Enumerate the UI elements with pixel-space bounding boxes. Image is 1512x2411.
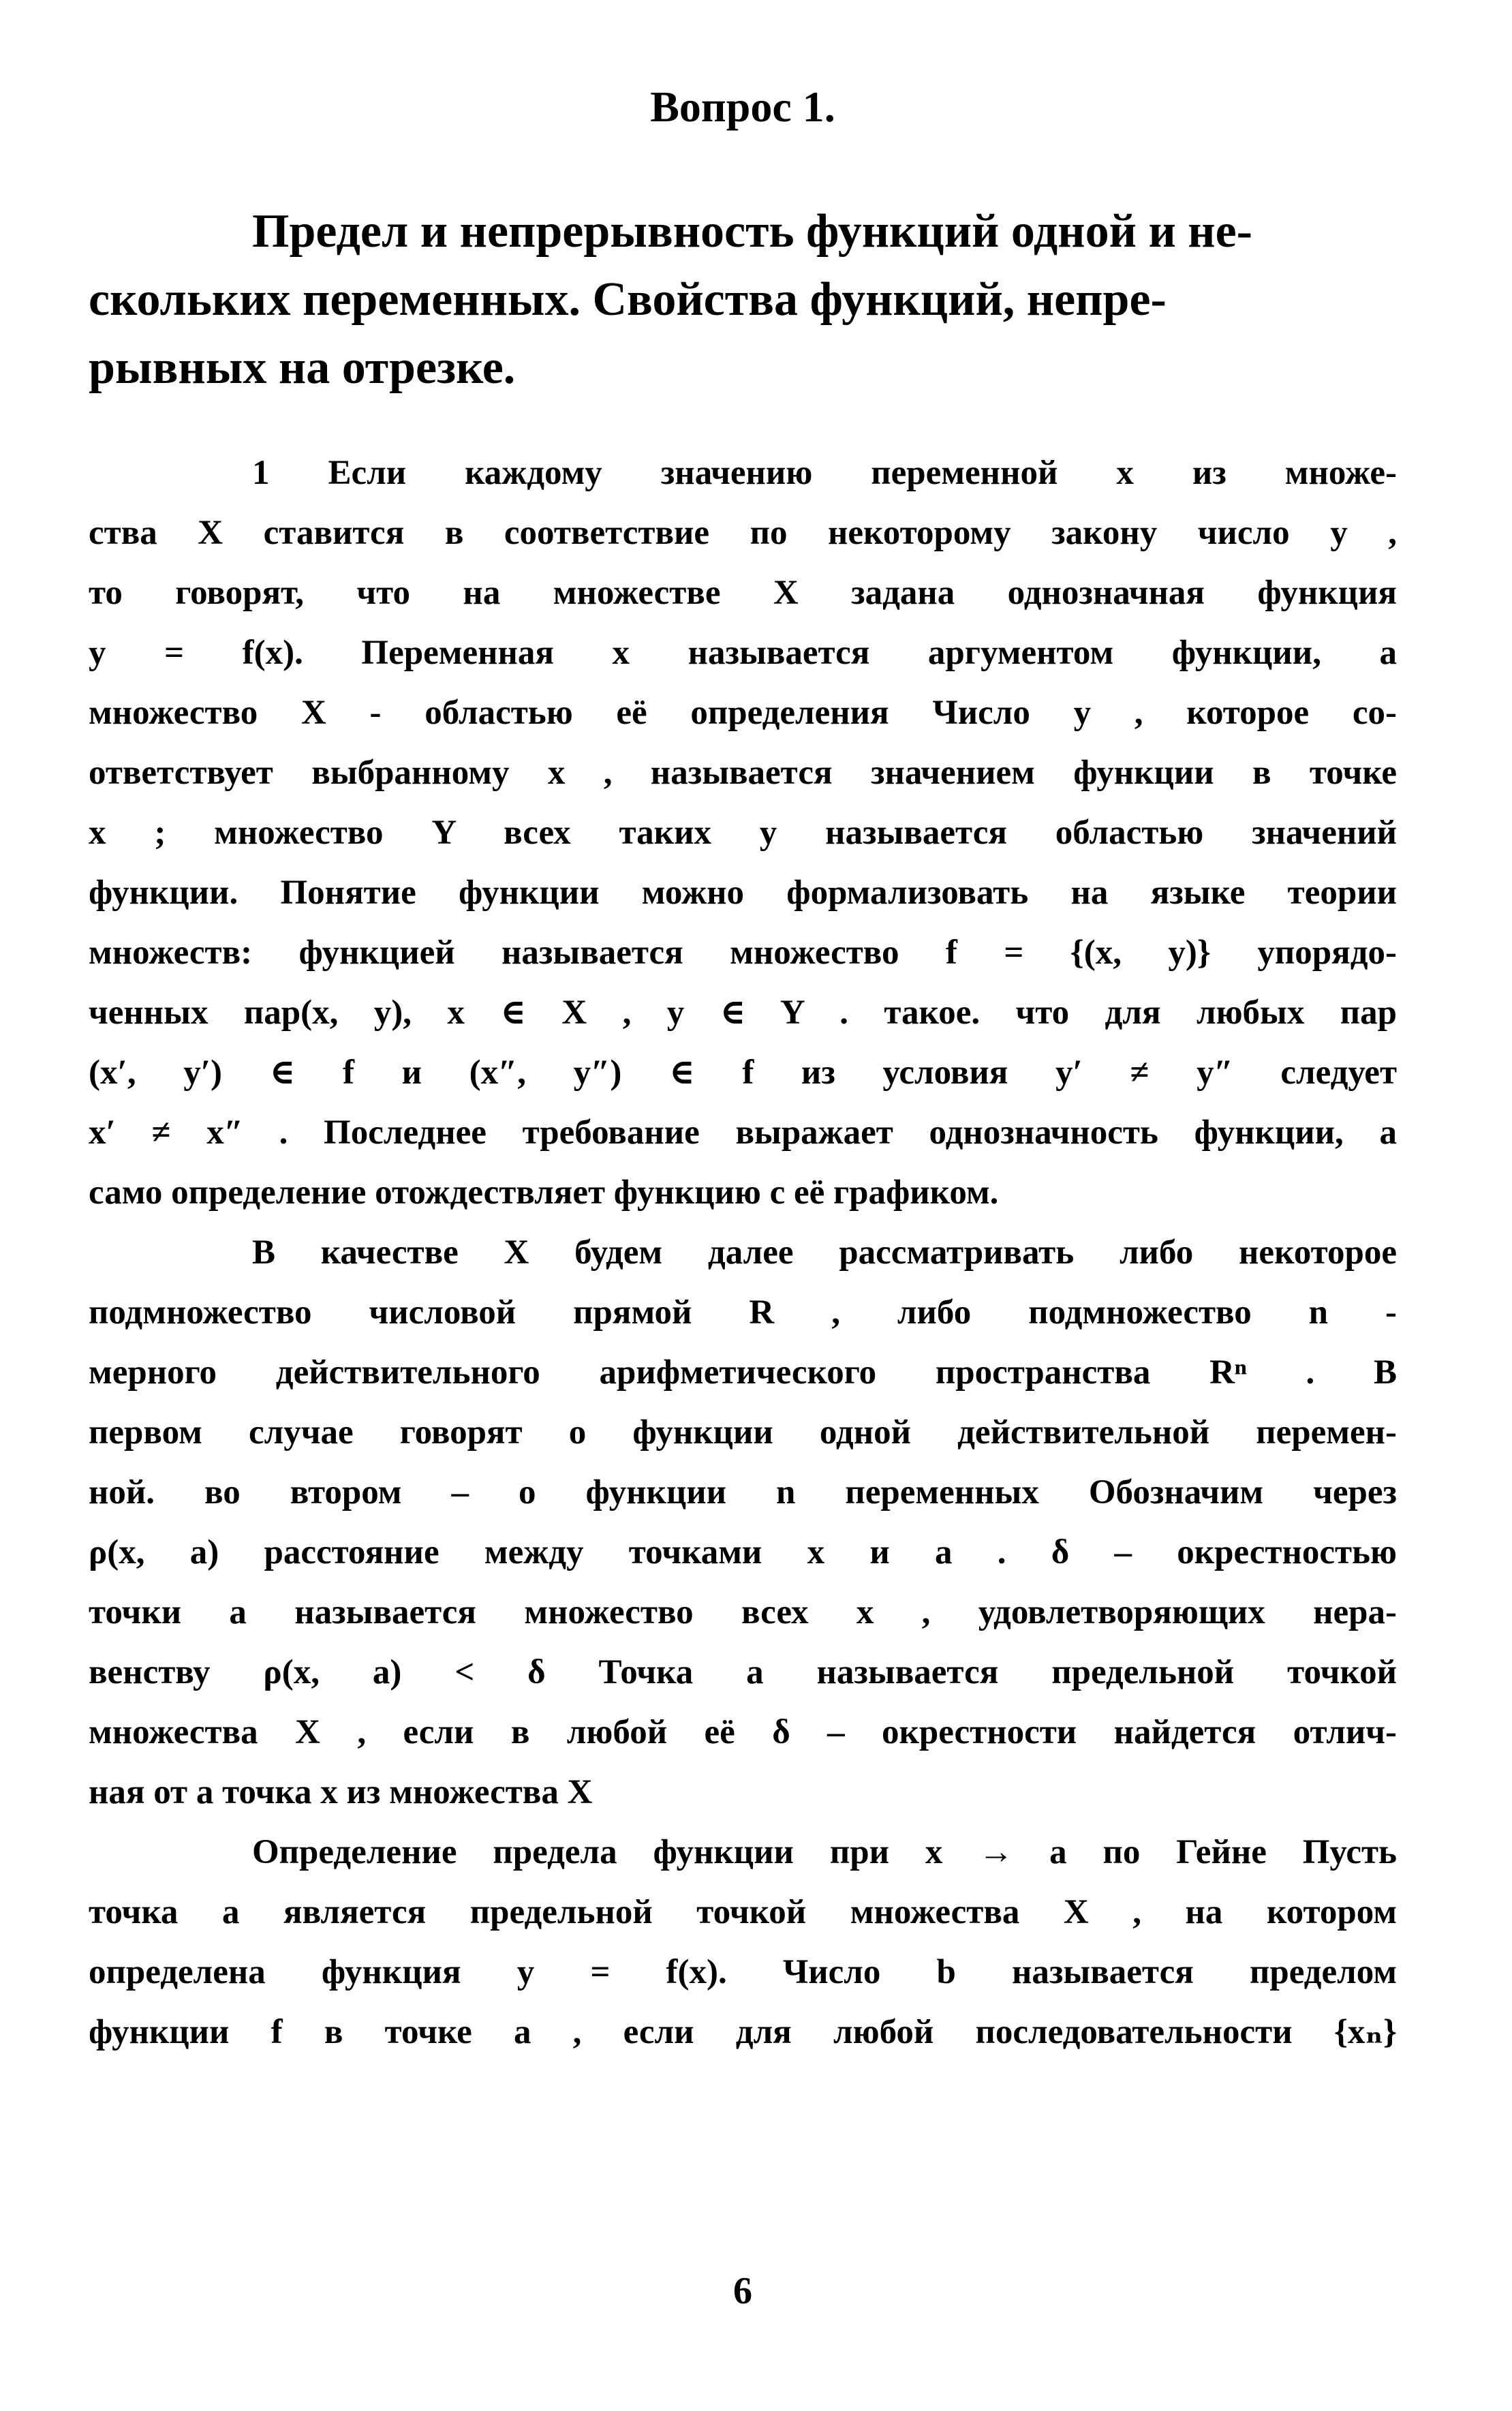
- text-line: множеств: функцией называется множество f = {(x, y)} упорядо-: [89, 934, 1397, 972]
- definition-heading-line: Определение предела функции при x → a по Гейне Пусть: [252, 1833, 1397, 1871]
- text-line: x ; множество Y всех таких y называется областью значений: [89, 814, 1397, 852]
- body-text: [89, 443, 1397, 2062]
- section-title-line: рывных на отрезке.: [89, 341, 516, 394]
- text-line: определена функция y = f(x). Число b называется пределом: [89, 1953, 1397, 1991]
- text-line: ченных пар(x, y), x ∈ X , y ∈ Y . такое. что для любых пар: [89, 994, 1397, 1032]
- text-line: функции f в точке a , если для любой последовательности {xₙ}: [89, 2013, 1397, 2051]
- section-title: [89, 198, 1397, 402]
- text-line: 1 Если каждому значению переменной x из множе-: [252, 454, 1397, 492]
- text-line: ной. во втором – о функции n переменных Обозначим через: [89, 1473, 1397, 1511]
- text-line: (x′, y′) ∈ f и (x″, y″) ∈ f из условия y′ ≠ y″ следует: [89, 1054, 1397, 1092]
- text-line: ρ(x, a) расстояние между точками x и a . δ – окрестностью: [89, 1533, 1397, 1571]
- text-line: В качестве X будем далее рассматривать либо некоторое: [252, 1233, 1397, 1272]
- text-line: точки a называется множество всех x , удовлетворяющих нера-: [89, 1593, 1397, 1631]
- section-title-line: скольких переменных. Свойства функций, непре-: [89, 273, 1167, 326]
- page-number: 6: [733, 2270, 752, 2312]
- document-page: [89, 0, 1397, 2411]
- text-line: множества X , если в любой её δ – окрестности найдется отлич-: [89, 1713, 1397, 1751]
- text-line: первом случае говорят о функции одной действительной перемен-: [89, 1413, 1397, 1452]
- section-title-line: Предел и непрерывность функций одной и не-: [252, 205, 1252, 258]
- text-line: множество X - областью её определения Число y , которое со-: [89, 694, 1397, 732]
- text-line: точка a является предельной точкой множества X , на котором: [89, 1893, 1397, 1931]
- text-line: само определение отождествляет функцию с её графиком.: [89, 1173, 999, 1212]
- text-line: ответствует выбранному x , называется значением функции в точке: [89, 754, 1397, 792]
- text-line: подмножество числовой прямой R , либо подмножество n -: [89, 1293, 1397, 1332]
- text-line: функции. Понятие функции можно формализовать на языке теории: [89, 874, 1397, 912]
- text-line: ства X ставится в соответствие по некоторому закону число y ,: [89, 514, 1397, 552]
- question-heading: Вопрос 1.: [650, 82, 835, 131]
- text-line: y = f(x). Переменная x называется аргументом функции, а: [89, 634, 1397, 672]
- text-line: венству ρ(x, a) < δ Точка a называется предельной точкой: [89, 1653, 1397, 1691]
- text-line: ная от a точка x из множества X: [89, 1773, 593, 1811]
- text-line: мерного действительного арифметического пространства Rⁿ . В: [89, 1353, 1397, 1392]
- text-line: x′ ≠ x″ . Последнее требование выражает однозначность функции, а: [89, 1114, 1397, 1152]
- text-line: то говорят, что на множестве X задана однозначная функция: [89, 574, 1397, 612]
